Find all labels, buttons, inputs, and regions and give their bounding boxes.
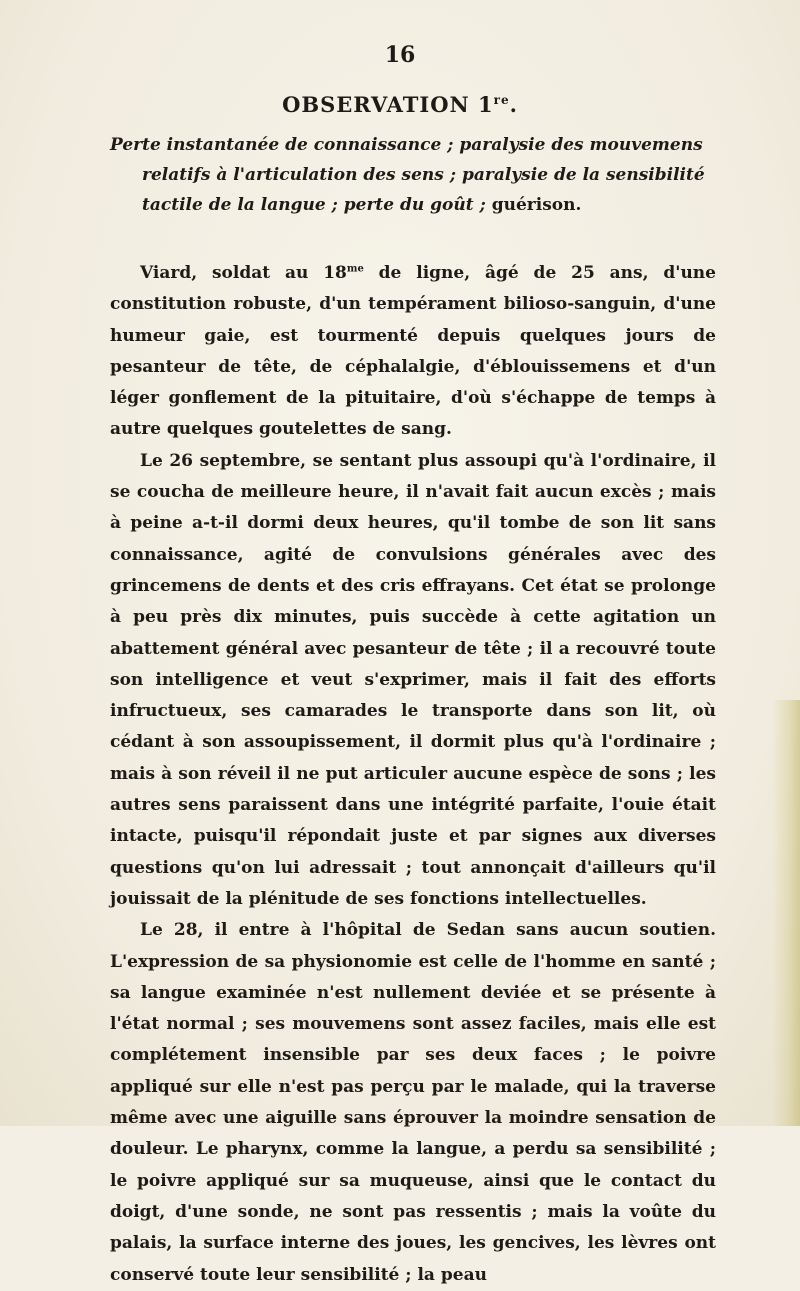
paragraph-2: Le 26 septembre, se sentant plus assoupi qu'à l'ordinaire, il se coucha de meilleure heure, il n'avait fait aucun excès ; mais à peine a-t-il dormi deux heures, qu'il tombe de son lit sans connaissance, agité de convulsions générales avec des grincemens de dents et des cris effrayans. Cet état se prolonge à peu près dix minutes, puis succède à cette agitation un abattement général avec pesanteur de tête ; il a recouvré toute son intelligence et veut s'exprimer, mais il fait des efforts infructueux, ses camarades le transporte dans son lit, où cédant à son assoupissement, il dormit plus qu'à l'ordinaire ; mais à son réveil il ne put articuler aucune espèce de sons ; les autres sens paraissent dans une intégrité parfaite, l'ouie était intacte, puisqu'il répondait juste et par signes aux diverses questions qu'on lui adressait ; tout annonçait d'ailleurs qu'il jouissait de la plénitude de ses fonctions intellectuelles. [110,450,716,909]
title-text: OBSERVATION 1 [282,92,494,117]
observation-title [0,92,800,117]
paragraph-1-rest: de ligne, âgé de 25 ans, d'une constitution robuste, d'un tempérament bilioso-sanguin, d'une humeur gaie, est tourmenté depuis quelques jours de pesanteur de tête, de céphalalgie, d'éblouissemens et d'un léger gonflement de la pituitaire, d'où s'échappe de temps à autre quelques goutelettes de sang. [110,263,716,440]
page-number: 16 [384,42,416,68]
paragraph-1 [110,258,716,446]
summary-outcome: guérison. [485,195,582,215]
summary-italic: Perte instantanée de connaissance ; paralysie des mouvemens relatifs à l'articulation des sens ; paralysie de la sensibilité tactile de la langue ; perte du goût ; [110,135,705,215]
title-suffix: . [509,92,518,117]
paragraph-3: Le 28, il entre à l'hôpital de Sedan sans aucun soutien. L'expression de sa physionomie est celle de l'homme en santé ; sa langue examinée n'est nullement deviée et se présente à l'état normal ; ses mouvemens sont assez faciles, mais elle est complétement insensible par ses deux faces ; le poivre appliqué sur elle n'est pas perçu par le malade, qui la traverse même avec une aiguille sans éprouver la moindre sensation de douleur. Le pharynx, comme la langue, a perdu sa sensibilité ; le poivre appliqué sur sa muqueuse, ainsi que le contact du doigt, d'une sonde, ne sont pas ressentis ; mais la voûte du palais, la surface interne des joues, les gencives, les lèvres ont conservé toute leur sensibilité ; la peau [110,920,716,1285]
paragraph-1-start: Viard, soldat au 18 [140,263,347,283]
ordinal-superscript: me [346,263,364,275]
observation-summary [110,130,752,220]
title-superscript: re [493,93,510,107]
observation-body [110,258,716,1291]
page-edge-stain [772,700,800,1126]
